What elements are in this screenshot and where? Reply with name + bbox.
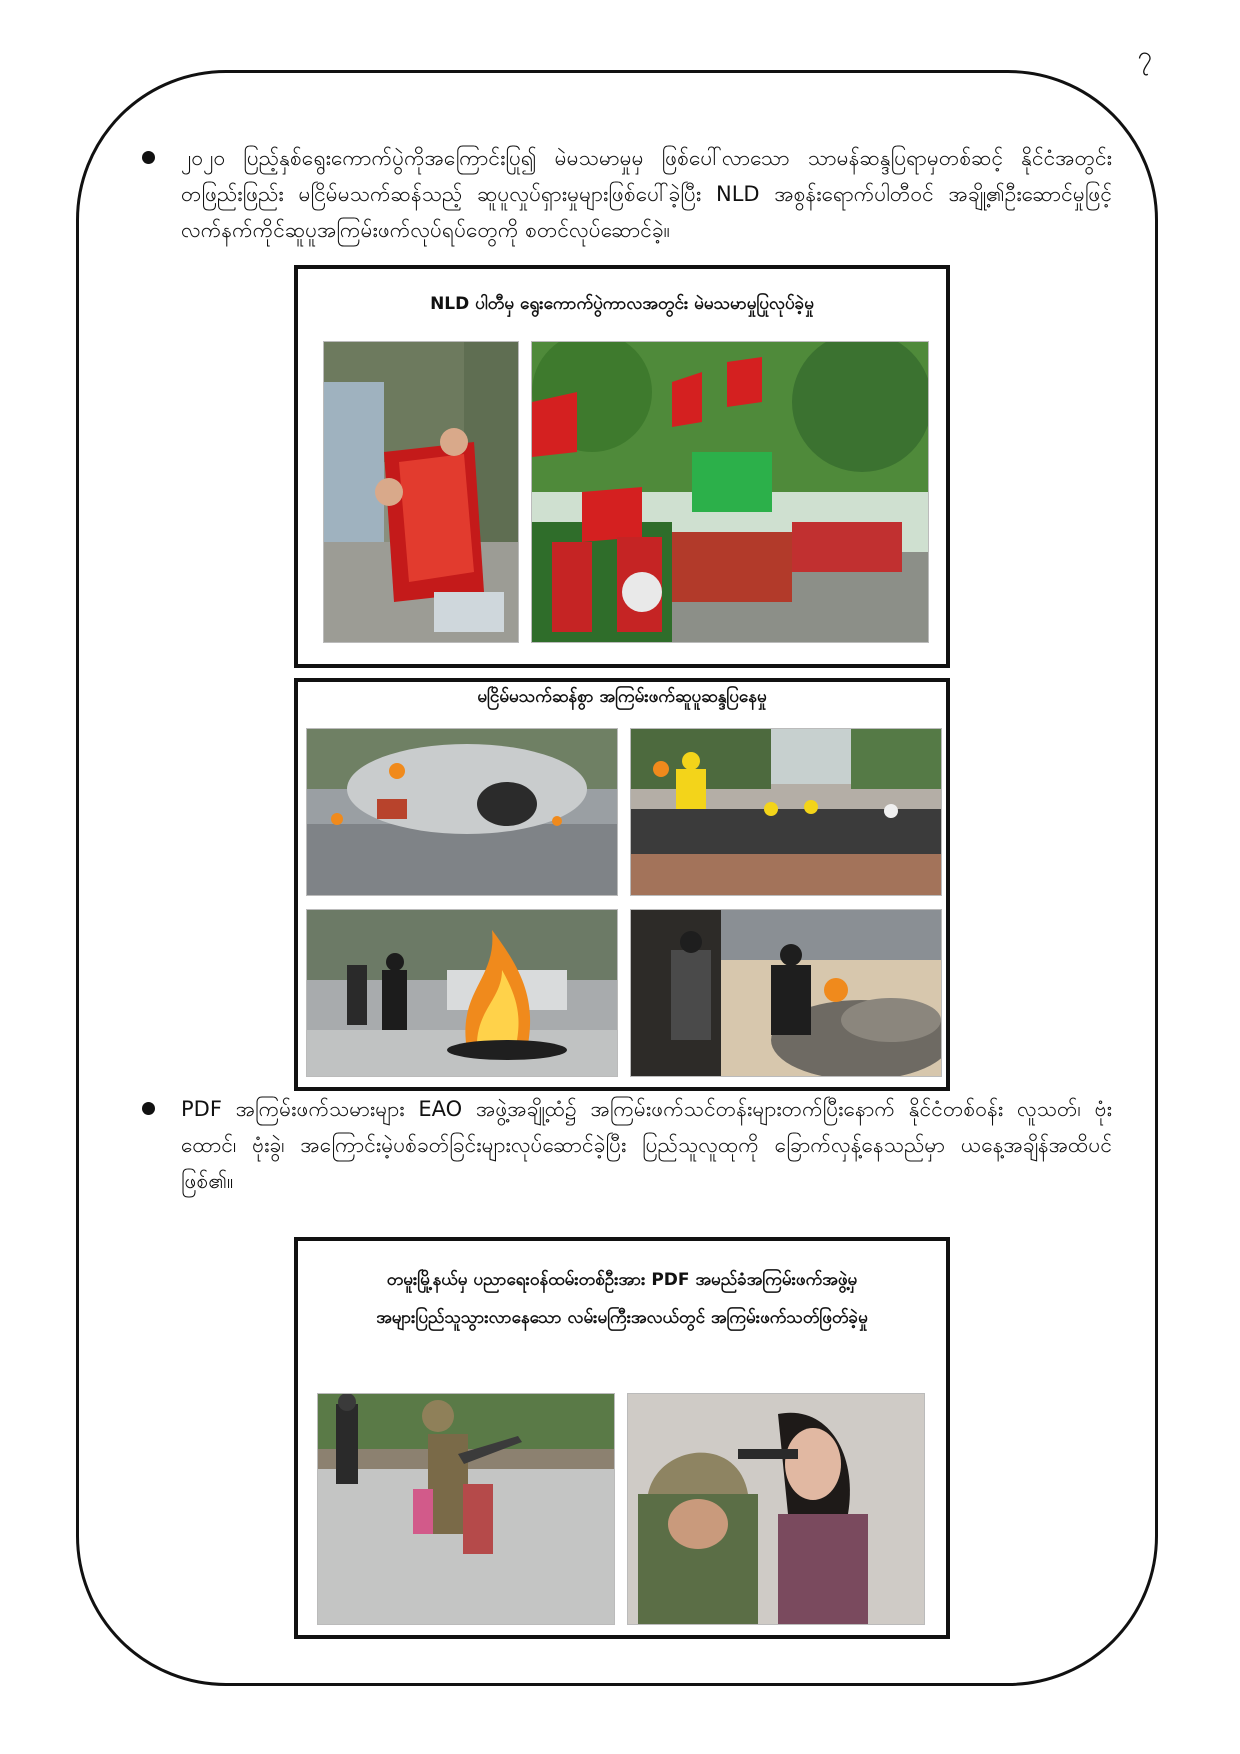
bullet-text-2: PDF အကြမ်းဖက်သမားများ EAO အဖွဲ့အချို့ထံ၌ အကြမ်းဖက်သင်တန်းများတက်ပြီးနောက် နိုင်ငံတစ်ဝန်း လူသတ်၊ ဗုံးထောင်၊ ဗုံးခွဲ၊ အကြောင်းမဲ့ပစ်ခတ်ခြင်းများလုပ်ဆောင်ခဲ့ပြီး ပြည်သူလူထုကို ခြောက်လှန့်နေသည်မှာ ယနေ့အချိန်အထိပင်ဖြစ်၏။ [181, 1097, 1112, 1193]
bullet-dot [142, 151, 155, 164]
photo-nld-rally [531, 341, 929, 643]
photo-sandbag-barricade [630, 909, 942, 1077]
photo-ballot-bag [323, 341, 519, 643]
photo-burning-street [306, 909, 618, 1077]
page-number: ၇ [1137, 41, 1152, 71]
photo-street-smoke [306, 728, 618, 896]
figure-caption-line-2: အများပြည်သူသွားလာနေသော လမ်းမကြီးအလယ်တွင် အကြမ်းဖက်သတ်ဖြတ်ခဲ့မှု [376, 1308, 868, 1328]
photo-barricade-crowd [630, 728, 942, 896]
figure-violent-protests [294, 678, 950, 1091]
bullet-item-1 [132, 140, 1112, 248]
photo-road-attack [317, 1393, 615, 1625]
figure-teacher-killing [294, 1237, 950, 1639]
figure-caption: မငြိမ်မသက်ဆန်စွာ အကြမ်းဖက်ဆူပူဆန္ဒပြနေမှု [477, 687, 767, 707]
figure-nld-election-fraud [294, 265, 950, 668]
bullet-item-2 [132, 1091, 1112, 1199]
figure-caption: NLD ပါတီမှ ရွေးကောက်ပွဲကာလအတွင်း မဲမသမာမှုပြုလုပ်ခဲ့မှု [430, 294, 814, 314]
bullet-dot [142, 1102, 155, 1115]
bullet-text-1: ၂၀၂၀ ပြည့်နှစ်ရွေးကောက်ပွဲကိုအကြောင်းပြု၍ မဲမသမာမှုမှ ဖြစ်ပေါ်လာသော သာမန်ဆန္ဒပြရာမှတစ်ဆင့် နိုင်ငံအတွင်း တဖြည်းဖြည်း မငြိမ်မသက်ဆန်သည့် ဆူပူလှုပ်ရှားမှုများဖြစ်ပေါ်ခဲ့ပြီး NLD အစွန်းရောက်ပါတီဝင် အချို့၏ဦးဆောင်မှုဖြင့် လက်နက်ကိုင်ဆူပူအကြမ်းဖက်လုပ်ရပ်တွေကို စတင်လုပ်ဆောင်ခဲ့။ [181, 146, 1112, 242]
photo-gun-to-head [627, 1393, 925, 1625]
figure-caption-line-1: တမူးမြို့နယ်မှ ပညာရေးဝန်ထမ်းတစ်ဦးအား PDF အမည်ခံအကြမ်းဖက်အဖွဲ့မှ [386, 1270, 858, 1290]
